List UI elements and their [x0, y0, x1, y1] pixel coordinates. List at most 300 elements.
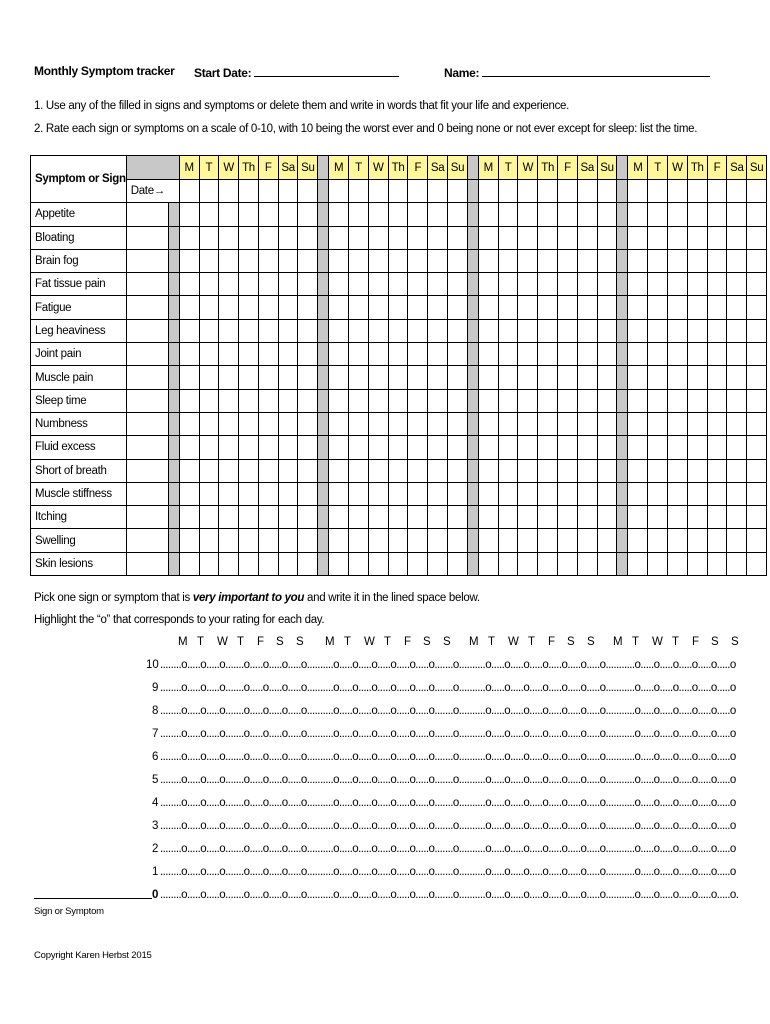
rating-cell[interactable] [597, 506, 617, 529]
rating-cell[interactable] [368, 319, 388, 342]
rating-cell[interactable] [368, 436, 388, 459]
rating-cell[interactable] [408, 203, 428, 226]
rating-cell[interactable] [239, 412, 259, 435]
rating-cell[interactable] [577, 459, 597, 482]
symptom-cell[interactable] [126, 273, 168, 296]
rating-cell[interactable] [219, 226, 239, 249]
rating-cell[interactable] [298, 506, 318, 529]
rating-cell[interactable] [538, 343, 558, 366]
rating-cell[interactable] [448, 203, 468, 226]
rating-cell[interactable] [239, 482, 259, 505]
rating-cell[interactable] [329, 343, 349, 366]
rating-cell[interactable] [258, 203, 278, 226]
symptom-cell[interactable] [126, 203, 168, 226]
rating-cell[interactable] [329, 366, 349, 389]
date-cell[interactable] [597, 180, 617, 203]
rating-cell[interactable] [298, 436, 318, 459]
rating-cell[interactable] [707, 319, 727, 342]
symptom-cell[interactable] [126, 389, 168, 412]
rating-cell[interactable] [388, 343, 408, 366]
start-date-line[interactable] [254, 64, 399, 77]
date-cell[interactable] [448, 180, 468, 203]
rating-cell[interactable] [648, 552, 668, 575]
rating-cell[interactable] [687, 366, 707, 389]
rating-cell[interactable] [538, 226, 558, 249]
rating-cell[interactable] [258, 389, 278, 412]
rating-cell[interactable] [219, 389, 239, 412]
rating-cell[interactable] [727, 506, 747, 529]
date-cell[interactable] [428, 180, 448, 203]
rating-cell[interactable] [408, 412, 428, 435]
rating-cell[interactable] [388, 249, 408, 272]
rating-cell[interactable] [349, 506, 369, 529]
rating-cell[interactable] [747, 482, 767, 505]
rating-dots[interactable]: ........o.....o.....o.......o.....o.....o.....o..........o.....o.....o.....o.....o.....o.......o..........o.....o.....o.....o.....o.....o.....o...........o.....o.....o.....o.....o.....o [160, 705, 736, 717]
rating-cell[interactable] [219, 203, 239, 226]
rating-cell[interactable] [298, 226, 318, 249]
rating-cell[interactable] [428, 203, 448, 226]
rating-cell[interactable] [577, 482, 597, 505]
rating-dots[interactable]: ........o.....o.....o.......o.....o.....o.....o..........o.....o.....o.....o.....o.....o.......o..........o.....o.....o.....o.....o.....o.....o...........o.....o.....o.....o.....o.....o [160, 797, 736, 809]
rating-cell[interactable] [577, 203, 597, 226]
start-date-field[interactable] [194, 64, 399, 80]
rating-cell[interactable] [258, 319, 278, 342]
rating-cell[interactable] [239, 343, 259, 366]
rating-cell[interactable] [219, 296, 239, 319]
rating-cell[interactable] [518, 389, 538, 412]
rating-cell[interactable] [558, 506, 578, 529]
rating-cell[interactable] [388, 366, 408, 389]
rating-cell[interactable] [368, 552, 388, 575]
rating-cell[interactable] [448, 459, 468, 482]
rating-cell[interactable] [408, 459, 428, 482]
rating-cell[interactable] [498, 459, 518, 482]
rating-cell[interactable] [329, 203, 349, 226]
rating-cell[interactable] [577, 366, 597, 389]
rating-cell[interactable] [538, 412, 558, 435]
rating-cell[interactable] [428, 319, 448, 342]
rating-cell[interactable] [538, 366, 558, 389]
rating-cell[interactable] [239, 529, 259, 552]
symptom-cell[interactable] [126, 366, 168, 389]
rating-cell[interactable] [388, 436, 408, 459]
rating-cell[interactable] [408, 319, 428, 342]
rating-cell[interactable] [648, 366, 668, 389]
rating-cell[interactable] [478, 482, 498, 505]
rating-cell[interactable] [727, 552, 747, 575]
rating-cell[interactable] [448, 226, 468, 249]
rating-cell[interactable] [329, 389, 349, 412]
rating-cell[interactable] [478, 319, 498, 342]
rating-cell[interactable] [199, 412, 219, 435]
rating-cell[interactable] [648, 226, 668, 249]
rating-cell[interactable] [687, 552, 707, 575]
rating-cell[interactable] [597, 203, 617, 226]
rating-cell[interactable] [179, 436, 199, 459]
rating-cell[interactable] [349, 436, 369, 459]
rating-cell[interactable] [349, 249, 369, 272]
rating-cell[interactable] [408, 482, 428, 505]
rating-cell[interactable] [448, 249, 468, 272]
rating-cell[interactable] [239, 296, 259, 319]
rating-cell[interactable] [687, 249, 707, 272]
rating-cell[interactable] [278, 343, 298, 366]
rating-cell[interactable] [278, 366, 298, 389]
rating-cell[interactable] [368, 529, 388, 552]
rating-cell[interactable] [219, 273, 239, 296]
rating-cell[interactable] [298, 296, 318, 319]
rating-cell[interactable] [448, 319, 468, 342]
rating-cell[interactable] [518, 343, 538, 366]
rating-cell[interactable] [428, 226, 448, 249]
rating-cell[interactable] [648, 412, 668, 435]
rating-cell[interactable] [199, 226, 219, 249]
rating-cell[interactable] [298, 412, 318, 435]
rating-cell[interactable] [179, 366, 199, 389]
rating-cell[interactable] [668, 552, 688, 575]
rating-cell[interactable] [577, 412, 597, 435]
rating-cell[interactable] [219, 529, 239, 552]
date-cell[interactable] [538, 180, 558, 203]
rating-cell[interactable] [239, 203, 259, 226]
rating-cell[interactable] [199, 552, 219, 575]
rating-cell[interactable] [239, 459, 259, 482]
rating-cell[interactable] [428, 343, 448, 366]
rating-cell[interactable] [368, 203, 388, 226]
rating-cell[interactable] [538, 529, 558, 552]
rating-cell[interactable] [727, 459, 747, 482]
rating-row[interactable] [140, 889, 740, 911]
date-cell[interactable] [239, 180, 259, 203]
rating-cell[interactable] [648, 343, 668, 366]
rating-cell[interactable] [408, 273, 428, 296]
rating-cell[interactable] [668, 343, 688, 366]
rating-cell[interactable] [349, 529, 369, 552]
rating-cell[interactable] [707, 529, 727, 552]
rating-cell[interactable] [518, 226, 538, 249]
rating-cell[interactable] [577, 506, 597, 529]
rating-cell[interactable] [577, 389, 597, 412]
rating-cell[interactable] [597, 273, 617, 296]
rating-cell[interactable] [298, 366, 318, 389]
rating-cell[interactable] [388, 529, 408, 552]
rating-cell[interactable] [329, 412, 349, 435]
rating-cell[interactable] [668, 226, 688, 249]
rating-cell[interactable] [478, 459, 498, 482]
rating-dots[interactable]: ........o.....o.....o.......o.....o.....o.....o..........o.....o.....o.....o.....o.....o.......o..........o.....o.....o.....o.....o.....o.....o...........o.....o.....o.....o.....o.....o [160, 866, 736, 878]
rating-cell[interactable] [179, 482, 199, 505]
rating-cell[interactable] [597, 436, 617, 459]
rating-cell[interactable] [707, 203, 727, 226]
rating-cell[interactable] [329, 482, 349, 505]
rating-cell[interactable] [408, 506, 428, 529]
rating-cell[interactable] [278, 482, 298, 505]
rating-cell[interactable] [448, 366, 468, 389]
rating-cell[interactable] [179, 459, 199, 482]
rating-cell[interactable] [727, 529, 747, 552]
rating-cell[interactable] [727, 226, 747, 249]
rating-cell[interactable] [597, 389, 617, 412]
rating-cell[interactable] [707, 343, 727, 366]
rating-cell[interactable] [577, 226, 597, 249]
rating-cell[interactable] [448, 389, 468, 412]
rating-cell[interactable] [648, 273, 668, 296]
rating-cell[interactable] [408, 249, 428, 272]
rating-dots[interactable]: ........o.....o.....o.......o.....o.....o.....o..........o.....o.....o.....o.....o.....o.......o..........o.....o.....o.....o.....o.....o.....o...........o.....o.....o.....o.....o.....o [160, 659, 736, 671]
rating-cell[interactable] [628, 226, 648, 249]
rating-cell[interactable] [498, 343, 518, 366]
rating-cell[interactable] [498, 436, 518, 459]
rating-cell[interactable] [219, 459, 239, 482]
rating-cell[interactable] [518, 366, 538, 389]
rating-cell[interactable] [239, 249, 259, 272]
rating-cell[interactable] [747, 249, 767, 272]
rating-cell[interactable] [478, 412, 498, 435]
rating-cell[interactable] [329, 506, 349, 529]
rating-cell[interactable] [707, 389, 727, 412]
rating-cell[interactable] [388, 506, 408, 529]
rating-cell[interactable] [577, 343, 597, 366]
rating-cell[interactable] [258, 273, 278, 296]
rating-cell[interactable] [498, 552, 518, 575]
date-cell[interactable] [498, 180, 518, 203]
rating-cell[interactable] [298, 343, 318, 366]
rating-cell[interactable] [179, 296, 199, 319]
rating-cell[interactable] [478, 366, 498, 389]
rating-cell[interactable] [538, 436, 558, 459]
rating-cell[interactable] [239, 273, 259, 296]
rating-cell[interactable] [628, 273, 648, 296]
rating-cell[interactable] [258, 343, 278, 366]
rating-cell[interactable] [538, 506, 558, 529]
rating-dots[interactable]: ........o.....o.....o.......o.....o.....o.....o..........o.....o.....o.....o.....o.....o.......o..........o.....o.....o.....o.....o.....o.....o...........o.....o.....o.....o.....o.....o. [160, 889, 739, 901]
sign-or-symptom-line[interactable] [34, 898, 152, 899]
rating-cell[interactable] [648, 203, 668, 226]
rating-cell[interactable] [368, 412, 388, 435]
rating-cell[interactable] [668, 203, 688, 226]
rating-cell[interactable] [349, 343, 369, 366]
rating-cell[interactable] [538, 319, 558, 342]
rating-cell[interactable] [408, 366, 428, 389]
rating-cell[interactable] [478, 273, 498, 296]
rating-cell[interactable] [668, 296, 688, 319]
rating-cell[interactable] [628, 436, 648, 459]
rating-cell[interactable] [368, 459, 388, 482]
rating-cell[interactable] [727, 296, 747, 319]
rating-cell[interactable] [349, 273, 369, 296]
rating-cell[interactable] [448, 529, 468, 552]
rating-cell[interactable] [258, 226, 278, 249]
rating-cell[interactable] [687, 436, 707, 459]
rating-cell[interactable] [727, 273, 747, 296]
rating-cell[interactable] [278, 319, 298, 342]
symptom-cell[interactable] [126, 226, 168, 249]
rating-cell[interactable] [298, 389, 318, 412]
rating-cell[interactable] [258, 249, 278, 272]
rating-cell[interactable] [239, 226, 259, 249]
rating-dots[interactable]: ........o.....o.....o.......o.....o.....o.....o..........o.....o.....o.....o.....o.....o.......o..........o.....o.....o.....o.....o.....o.....o...........o.....o.....o.....o.....o.....o [160, 774, 736, 786]
rating-cell[interactable] [498, 296, 518, 319]
rating-cell[interactable] [199, 273, 219, 296]
symptom-cell[interactable] [126, 436, 168, 459]
rating-cell[interactable] [538, 552, 558, 575]
rating-cell[interactable] [368, 389, 388, 412]
rating-cell[interactable] [278, 436, 298, 459]
date-cell[interactable] [388, 180, 408, 203]
date-cell[interactable] [298, 180, 318, 203]
rating-cell[interactable] [428, 552, 448, 575]
rating-cell[interactable] [239, 552, 259, 575]
rating-cell[interactable] [219, 552, 239, 575]
rating-cell[interactable] [179, 226, 199, 249]
rating-cell[interactable] [747, 296, 767, 319]
rating-cell[interactable] [747, 506, 767, 529]
rating-cell[interactable] [628, 529, 648, 552]
rating-cell[interactable] [628, 506, 648, 529]
rating-cell[interactable] [538, 273, 558, 296]
rating-cell[interactable] [179, 249, 199, 272]
rating-cell[interactable] [329, 436, 349, 459]
rating-cell[interactable] [478, 389, 498, 412]
rating-cell[interactable] [687, 389, 707, 412]
rating-cell[interactable] [747, 529, 767, 552]
rating-cell[interactable] [558, 296, 578, 319]
rating-cell[interactable] [668, 506, 688, 529]
rating-cell[interactable] [478, 249, 498, 272]
rating-cell[interactable] [408, 529, 428, 552]
rating-cell[interactable] [179, 529, 199, 552]
rating-cell[interactable] [648, 506, 668, 529]
rating-cell[interactable] [428, 529, 448, 552]
rating-cell[interactable] [278, 529, 298, 552]
rating-row[interactable] [140, 751, 740, 773]
rating-cell[interactable] [707, 482, 727, 505]
rating-cell[interactable] [707, 506, 727, 529]
rating-cell[interactable] [408, 296, 428, 319]
rating-cell[interactable] [448, 296, 468, 319]
rating-cell[interactable] [648, 249, 668, 272]
rating-cell[interactable] [577, 319, 597, 342]
rating-cell[interactable] [258, 552, 278, 575]
rating-cell[interactable] [388, 412, 408, 435]
rating-cell[interactable] [518, 249, 538, 272]
date-cell[interactable] [707, 180, 727, 203]
rating-cell[interactable] [558, 552, 578, 575]
rating-cell[interactable] [388, 459, 408, 482]
rating-cell[interactable] [478, 296, 498, 319]
rating-cell[interactable] [687, 343, 707, 366]
rating-cell[interactable] [628, 249, 648, 272]
rating-cell[interactable] [219, 506, 239, 529]
rating-cell[interactable] [428, 389, 448, 412]
rating-cell[interactable] [478, 226, 498, 249]
rating-cell[interactable] [239, 366, 259, 389]
rating-cell[interactable] [199, 389, 219, 412]
rating-cell[interactable] [687, 319, 707, 342]
rating-cell[interactable] [428, 459, 448, 482]
rating-cell[interactable] [388, 319, 408, 342]
rating-cell[interactable] [597, 343, 617, 366]
rating-cell[interactable] [199, 459, 219, 482]
symptom-cell[interactable] [126, 296, 168, 319]
rating-cell[interactable] [368, 506, 388, 529]
rating-cell[interactable] [408, 389, 428, 412]
rating-cell[interactable] [577, 529, 597, 552]
rating-cell[interactable] [219, 343, 239, 366]
rating-cell[interactable] [349, 552, 369, 575]
rating-cell[interactable] [278, 459, 298, 482]
rating-cell[interactable] [349, 389, 369, 412]
rating-cell[interactable] [179, 203, 199, 226]
rating-cell[interactable] [727, 319, 747, 342]
rating-cell[interactable] [648, 319, 668, 342]
rating-cell[interactable] [558, 459, 578, 482]
rating-cell[interactable] [298, 319, 318, 342]
rating-cell[interactable] [349, 459, 369, 482]
rating-cell[interactable] [577, 552, 597, 575]
rating-cell[interactable] [298, 459, 318, 482]
rating-cell[interactable] [258, 459, 278, 482]
rating-cell[interactable] [668, 436, 688, 459]
rating-cell[interactable] [597, 529, 617, 552]
symptom-cell[interactable] [126, 249, 168, 272]
rating-cell[interactable] [199, 529, 219, 552]
rating-cell[interactable] [747, 273, 767, 296]
rating-cell[interactable] [668, 366, 688, 389]
rating-row[interactable] [140, 774, 740, 796]
rating-row[interactable] [140, 682, 740, 704]
rating-cell[interactable] [278, 273, 298, 296]
rating-cell[interactable] [258, 366, 278, 389]
rating-cell[interactable] [668, 412, 688, 435]
rating-cell[interactable] [239, 506, 259, 529]
rating-cell[interactable] [428, 296, 448, 319]
rating-cell[interactable] [408, 343, 428, 366]
rating-cell[interactable] [707, 296, 727, 319]
rating-cell[interactable] [428, 506, 448, 529]
rating-cell[interactable] [747, 412, 767, 435]
rating-cell[interactable] [558, 203, 578, 226]
rating-cell[interactable] [597, 482, 617, 505]
rating-cell[interactable] [278, 412, 298, 435]
rating-cell[interactable] [707, 273, 727, 296]
rating-cell[interactable] [538, 203, 558, 226]
rating-cell[interactable] [258, 482, 278, 505]
rating-row[interactable] [140, 866, 740, 888]
rating-cell[interactable] [687, 529, 707, 552]
rating-cell[interactable] [558, 482, 578, 505]
rating-row[interactable] [140, 797, 740, 819]
rating-cell[interactable] [329, 296, 349, 319]
rating-cell[interactable] [179, 552, 199, 575]
rating-cell[interactable] [368, 343, 388, 366]
rating-cell[interactable] [518, 296, 538, 319]
rating-cell[interactable] [668, 249, 688, 272]
rating-cell[interactable] [577, 296, 597, 319]
rating-row[interactable] [140, 728, 740, 750]
rating-cell[interactable] [747, 343, 767, 366]
rating-cell[interactable] [408, 436, 428, 459]
date-cell[interactable] [478, 180, 498, 203]
rating-cell[interactable] [298, 482, 318, 505]
date-cell[interactable] [518, 180, 538, 203]
rating-cell[interactable] [498, 529, 518, 552]
rating-cell[interactable] [558, 366, 578, 389]
rating-cell[interactable] [448, 506, 468, 529]
rating-row[interactable] [140, 820, 740, 842]
rating-cell[interactable] [727, 389, 747, 412]
date-cell[interactable] [747, 180, 767, 203]
